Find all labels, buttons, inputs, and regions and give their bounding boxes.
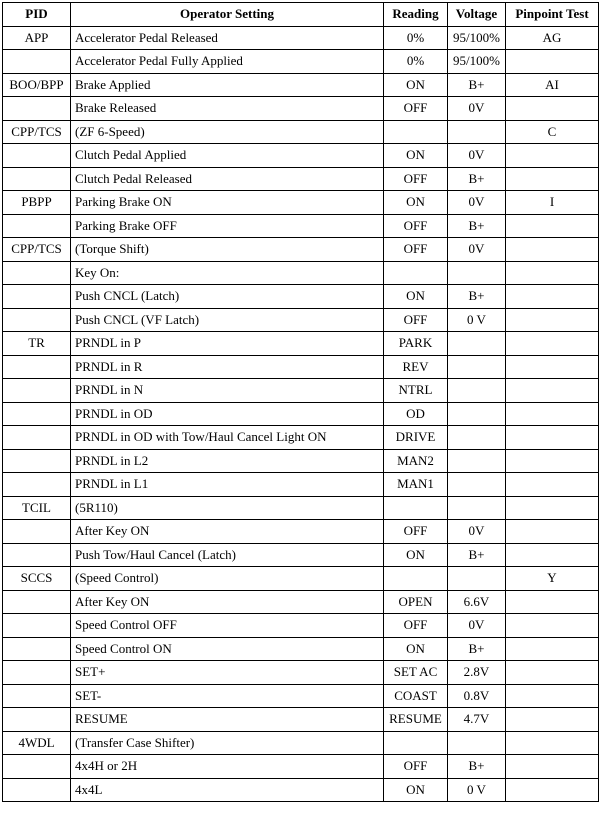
operator-setting-cell: Accelerator Pedal Released <box>71 26 384 50</box>
operator-setting-cell: After Key ON <box>71 520 384 544</box>
reading-cell: ON <box>384 543 448 567</box>
pinpoint-test-cell: AG <box>506 26 599 50</box>
header-row <box>3 3 599 27</box>
pid-cell: TCIL <box>3 496 71 520</box>
table-row <box>3 238 599 262</box>
voltage-cell: 0V <box>448 191 506 215</box>
table-row <box>3 708 599 732</box>
reading-cell: MAN2 <box>384 449 448 473</box>
operator-setting-cell: PRNDL in L1 <box>71 473 384 497</box>
reading-cell <box>384 567 448 591</box>
pid-cell <box>3 520 71 544</box>
reading-cell: DRIVE <box>384 426 448 450</box>
pinpoint-test-cell <box>506 614 599 638</box>
table-row <box>3 661 599 685</box>
voltage-cell: B+ <box>448 73 506 97</box>
operator-setting-cell: (5R110) <box>71 496 384 520</box>
pid-cell <box>3 661 71 685</box>
operator-setting-cell: PRNDL in OD with Tow/Haul Cancel Light ON <box>71 426 384 450</box>
reading-cell: REV <box>384 355 448 379</box>
operator-setting-cell: (Transfer Case Shifter) <box>71 731 384 755</box>
pinpoint-test-cell <box>506 261 599 285</box>
pid-cell <box>3 144 71 168</box>
pid-cell <box>3 637 71 661</box>
pid-cell <box>3 755 71 779</box>
table-row <box>3 590 599 614</box>
voltage-cell <box>448 567 506 591</box>
reading-cell: ON <box>384 191 448 215</box>
reading-cell: OFF <box>384 520 448 544</box>
voltage-cell: B+ <box>448 285 506 309</box>
reading-cell: OFF <box>384 167 448 191</box>
table-row <box>3 614 599 638</box>
operator-setting-cell: SET- <box>71 684 384 708</box>
voltage-cell <box>448 379 506 403</box>
operator-setting-cell: Clutch Pedal Released <box>71 167 384 191</box>
reading-cell: PARK <box>384 332 448 356</box>
table-row <box>3 50 599 74</box>
pid-cell <box>3 708 71 732</box>
operator-setting-cell: Parking Brake ON <box>71 191 384 215</box>
reading-cell: NTRL <box>384 379 448 403</box>
pid-cell <box>3 543 71 567</box>
voltage-cell <box>448 120 506 144</box>
operator-setting-cell: Brake Released <box>71 97 384 121</box>
pid-cell <box>3 167 71 191</box>
operator-setting-cell: After Key ON <box>71 590 384 614</box>
reading-cell <box>384 731 448 755</box>
voltage-cell <box>448 731 506 755</box>
reading-cell: COAST <box>384 684 448 708</box>
pid-cell <box>3 50 71 74</box>
pinpoint-test-cell <box>506 708 599 732</box>
reading-cell <box>384 496 448 520</box>
reading-cell: ON <box>384 285 448 309</box>
voltage-cell: 95/100% <box>448 50 506 74</box>
reading-cell: OFF <box>384 755 448 779</box>
voltage-cell: B+ <box>448 755 506 779</box>
table-row <box>3 637 599 661</box>
operator-setting-cell: Speed Control OFF <box>71 614 384 638</box>
pinpoint-test-cell <box>506 661 599 685</box>
voltage-cell <box>448 449 506 473</box>
voltage-cell <box>448 402 506 426</box>
voltage-cell: 6.6V <box>448 590 506 614</box>
reading-cell <box>384 120 448 144</box>
pinpoint-test-cell <box>506 50 599 74</box>
table-row <box>3 402 599 426</box>
operator-setting-cell: Accelerator Pedal Fully Applied <box>71 50 384 74</box>
voltage-cell: 95/100% <box>448 26 506 50</box>
table-row <box>3 567 599 591</box>
voltage-cell: 0V <box>448 97 506 121</box>
pid-cell: SCCS <box>3 567 71 591</box>
pid-cell: CPP/TCS <box>3 120 71 144</box>
pid-cell: BOO/BPP <box>3 73 71 97</box>
table-row <box>3 355 599 379</box>
reading-cell: MAN1 <box>384 473 448 497</box>
pid-cell: TR <box>3 332 71 356</box>
pinpoint-test-cell <box>506 144 599 168</box>
operator-setting-cell: 4x4H or 2H <box>71 755 384 779</box>
pinpoint-test-cell <box>506 238 599 262</box>
operator-setting-cell: 4x4L <box>71 778 384 802</box>
table-row <box>3 332 599 356</box>
reading-cell: OPEN <box>384 590 448 614</box>
pinpoint-test-cell <box>506 755 599 779</box>
pid-cell: APP <box>3 26 71 50</box>
table-row <box>3 73 599 97</box>
table-row <box>3 214 599 238</box>
pid-cell <box>3 261 71 285</box>
table-row <box>3 261 599 285</box>
operator-setting-cell: Brake Applied <box>71 73 384 97</box>
operator-setting-cell: Push Tow/Haul Cancel (Latch) <box>71 543 384 567</box>
operator-setting-cell: Key On: <box>71 261 384 285</box>
pinpoint-test-cell <box>506 637 599 661</box>
voltage-cell <box>448 496 506 520</box>
voltage-cell: 0V <box>448 520 506 544</box>
operator-setting-cell: Parking Brake OFF <box>71 214 384 238</box>
pid-cell <box>3 473 71 497</box>
table-row <box>3 778 599 802</box>
operator-setting-cell: (ZF 6-Speed) <box>71 120 384 144</box>
operator-setting-cell: (Torque Shift) <box>71 238 384 262</box>
operator-setting-cell: PRNDL in L2 <box>71 449 384 473</box>
reading-cell: OFF <box>384 308 448 332</box>
reading-cell: 0% <box>384 26 448 50</box>
voltage-cell <box>448 332 506 356</box>
pid-cell <box>3 778 71 802</box>
pinpoint-test-cell <box>506 308 599 332</box>
pid-cell <box>3 402 71 426</box>
header-voltage: Voltage <box>448 3 506 27</box>
pinpoint-test-cell <box>506 379 599 403</box>
pinpoint-test-cell: AI <box>506 73 599 97</box>
table-row <box>3 755 599 779</box>
reading-cell: SET AC <box>384 661 448 685</box>
table-row <box>3 520 599 544</box>
reading-cell: OFF <box>384 97 448 121</box>
voltage-cell: 0.8V <box>448 684 506 708</box>
pid-cell <box>3 97 71 121</box>
table-row <box>3 543 599 567</box>
operator-setting-cell: Push CNCL (VF Latch) <box>71 308 384 332</box>
voltage-cell: 0 V <box>448 308 506 332</box>
header-reading: Reading <box>384 3 448 27</box>
table-row <box>3 120 599 144</box>
reading-cell: OFF <box>384 214 448 238</box>
pid-cell <box>3 285 71 309</box>
pinpoint-test-cell <box>506 543 599 567</box>
voltage-cell: B+ <box>448 214 506 238</box>
pinpoint-test-cell <box>506 590 599 614</box>
operator-setting-cell: PRNDL in P <box>71 332 384 356</box>
table-row <box>3 97 599 121</box>
pinpoint-test-cell <box>506 214 599 238</box>
pinpoint-test-cell <box>506 97 599 121</box>
voltage-cell <box>448 426 506 450</box>
table-row <box>3 473 599 497</box>
voltage-cell <box>448 355 506 379</box>
pinpoint-test-cell: Y <box>506 567 599 591</box>
pinpoint-test-cell <box>506 355 599 379</box>
pid-cell: 4WDL <box>3 731 71 755</box>
operator-setting-cell: Push CNCL (Latch) <box>71 285 384 309</box>
voltage-cell: B+ <box>448 543 506 567</box>
table-row <box>3 496 599 520</box>
pinpoint-test-cell <box>506 520 599 544</box>
table-header <box>3 3 599 27</box>
operator-setting-cell: SET+ <box>71 661 384 685</box>
pid-cell <box>3 214 71 238</box>
pinpoint-test-cell: I <box>506 191 599 215</box>
operator-setting-cell: (Speed Control) <box>71 567 384 591</box>
pinpoint-test-cell <box>506 778 599 802</box>
pinpoint-test-cell: C <box>506 120 599 144</box>
pinpoint-test-cell <box>506 426 599 450</box>
reading-cell: OFF <box>384 614 448 638</box>
table-row <box>3 191 599 215</box>
table-row <box>3 684 599 708</box>
voltage-cell: 0V <box>448 238 506 262</box>
reading-cell: OD <box>384 402 448 426</box>
table-body <box>3 26 599 802</box>
reading-cell: 0% <box>384 50 448 74</box>
voltage-cell: 0V <box>448 614 506 638</box>
reading-cell <box>384 261 448 285</box>
voltage-cell: 0V <box>448 144 506 168</box>
table-row <box>3 379 599 403</box>
voltage-cell: B+ <box>448 167 506 191</box>
reading-cell: ON <box>384 73 448 97</box>
pid-cell: PBPP <box>3 191 71 215</box>
pinpoint-test-cell <box>506 496 599 520</box>
pinpoint-test-cell <box>506 731 599 755</box>
pid-cell <box>3 449 71 473</box>
reading-cell: ON <box>384 144 448 168</box>
pid-cell <box>3 355 71 379</box>
table-row <box>3 144 599 168</box>
pid-cell <box>3 590 71 614</box>
voltage-cell: B+ <box>448 637 506 661</box>
reading-cell: OFF <box>384 238 448 262</box>
table-row <box>3 285 599 309</box>
operator-setting-cell: Clutch Pedal Applied <box>71 144 384 168</box>
pinpoint-test-cell <box>506 684 599 708</box>
table-row <box>3 426 599 450</box>
pinpoint-test-cell <box>506 285 599 309</box>
pid-cell <box>3 379 71 403</box>
header-pid: PID <box>3 3 71 27</box>
table-row <box>3 449 599 473</box>
table-row <box>3 731 599 755</box>
voltage-cell <box>448 473 506 497</box>
voltage-cell: 4.7V <box>448 708 506 732</box>
table-row <box>3 26 599 50</box>
reading-cell: ON <box>384 637 448 661</box>
table-row <box>3 308 599 332</box>
operator-setting-cell: RESUME <box>71 708 384 732</box>
pinpoint-test-cell <box>506 473 599 497</box>
pid-cell <box>3 308 71 332</box>
pid-cell: CPP/TCS <box>3 238 71 262</box>
table-row <box>3 167 599 191</box>
reading-cell: RESUME <box>384 708 448 732</box>
voltage-cell <box>448 261 506 285</box>
operator-setting-cell: PRNDL in OD <box>71 402 384 426</box>
pid-cell <box>3 426 71 450</box>
pinpoint-test-cell <box>506 167 599 191</box>
pid-table <box>2 2 599 802</box>
reading-cell: ON <box>384 778 448 802</box>
pinpoint-test-cell <box>506 402 599 426</box>
operator-setting-cell: PRNDL in R <box>71 355 384 379</box>
pid-cell <box>3 684 71 708</box>
pid-cell <box>3 614 71 638</box>
header-pinpoint-test: Pinpoint Test <box>506 3 599 27</box>
voltage-cell: 2.8V <box>448 661 506 685</box>
pinpoint-test-cell <box>506 449 599 473</box>
operator-setting-cell: PRNDL in N <box>71 379 384 403</box>
header-operator-setting: Operator Setting <box>71 3 384 27</box>
voltage-cell: 0 V <box>448 778 506 802</box>
pinpoint-test-cell <box>506 332 599 356</box>
operator-setting-cell: Speed Control ON <box>71 637 384 661</box>
